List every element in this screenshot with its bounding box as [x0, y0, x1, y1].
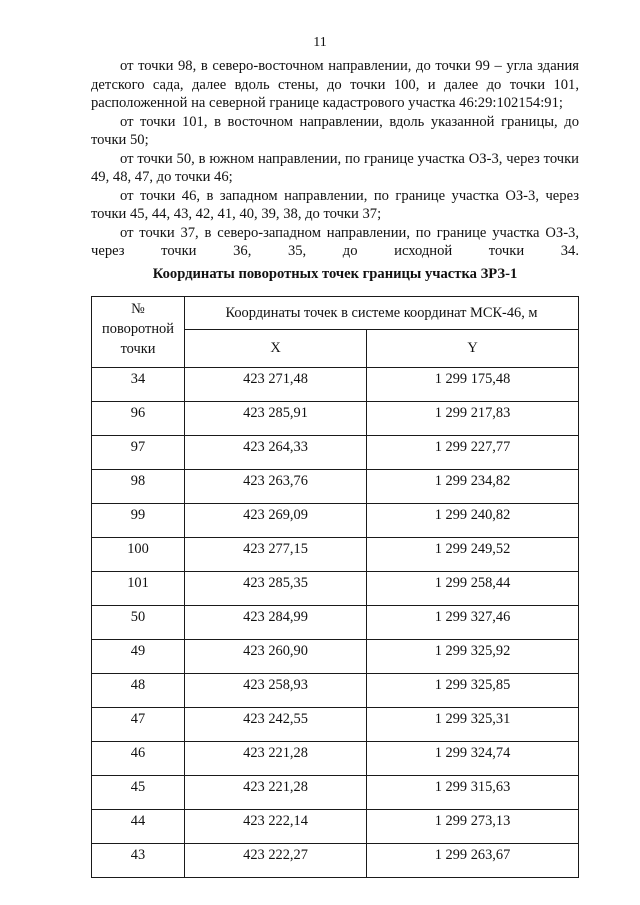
y-coordinate-cell: 1 299 327,46	[367, 606, 579, 640]
point-number-header	[92, 297, 185, 368]
point-number-cell: 45	[92, 776, 185, 810]
x-coordinate-cell: 423 264,33	[185, 436, 367, 470]
x-coordinate-cell: 423 221,28	[185, 742, 367, 776]
table-row	[92, 538, 579, 572]
x-coordinate-cell: 423 258,93	[185, 674, 367, 708]
y-coordinate-cell: 1 299 325,92	[367, 640, 579, 674]
x-coordinate-cell: 423 242,55	[185, 708, 367, 742]
y-coordinate-cell: 1 299 234,82	[367, 470, 579, 504]
y-coordinate-cell: 1 299 175,48	[367, 368, 579, 402]
header-line: поворотной	[102, 321, 174, 337]
point-number-cell: 44	[92, 810, 185, 844]
x-coordinate-cell: 423 222,14	[185, 810, 367, 844]
table-row	[92, 436, 579, 470]
x-coordinate-cell: 423 260,90	[185, 640, 367, 674]
y-coordinate-cell: 1 299 240,82	[367, 504, 579, 538]
point-number-cell: 100	[92, 538, 185, 572]
point-number-cell: 34	[92, 368, 185, 402]
y-coordinate-cell: 1 299 258,44	[367, 572, 579, 606]
point-number-cell: 50	[92, 606, 185, 640]
y-coordinate-cell: 1 299 325,85	[367, 674, 579, 708]
table-row	[92, 844, 579, 878]
y-coordinate-cell: 1 299 227,77	[367, 436, 579, 470]
y-coordinate-cell: 1 299 263,67	[367, 844, 579, 878]
table-row	[92, 742, 579, 776]
point-number-cell: 96	[92, 402, 185, 436]
table-row	[92, 368, 579, 402]
table-row	[92, 504, 579, 538]
point-number-cell: 46	[92, 742, 185, 776]
x-coordinate-cell: 423 284,99	[185, 606, 367, 640]
table-row	[92, 708, 579, 742]
y-coordinate-cell: 1 299 325,31	[367, 708, 579, 742]
point-number-cell: 99	[92, 504, 185, 538]
x-coordinate-cell: 423 222,27	[185, 844, 367, 878]
x-coordinate-cell: 423 269,09	[185, 504, 367, 538]
table-row	[92, 470, 579, 504]
header-line: точки	[120, 341, 156, 357]
paragraph: от точки 46, в западном направлении, по границе участка ОЗ-3, через точки 45, 44, 43, 42, 41, 40, 39, 38, до точки 37;	[91, 187, 579, 222]
y-coordinate-cell: 1 299 324,74	[367, 742, 579, 776]
table-row	[92, 402, 579, 436]
body-text	[91, 57, 579, 261]
x-coordinate-cell: 423 263,76	[185, 470, 367, 504]
x-coordinate-cell: 423 271,48	[185, 368, 367, 402]
paragraph: от точки 98, в северо-восточном направлении, до точки 99 – угла здания детского сада, далее вдоль стены, до точки 100, и далее до точки 101, расположенной на северной границе кадастрового участка 46:29:102154:91;	[91, 58, 579, 111]
point-number-cell: 43	[92, 844, 185, 878]
x-coordinate-cell: 423 277,15	[185, 538, 367, 572]
x-coordinate-cell: 423 285,35	[185, 572, 367, 606]
header-line: №	[131, 301, 145, 317]
x-coordinate-cell: 423 285,91	[185, 402, 367, 436]
coordinates-group-header: Координаты точек в системе координат МСК-46, м	[185, 297, 579, 330]
table-title: Координаты поворотных точек границы участка ЗРЗ-1	[152, 266, 518, 282]
table-row	[92, 674, 579, 708]
point-number-cell: 48	[92, 674, 185, 708]
y-column-header: Y	[367, 330, 579, 368]
table-row	[92, 810, 579, 844]
page-number: 11	[313, 35, 327, 50]
point-number-cell: 49	[92, 640, 185, 674]
y-coordinate-cell: 1 299 315,63	[367, 776, 579, 810]
table-row	[92, 640, 579, 674]
point-number-cell: 98	[92, 470, 185, 504]
y-coordinate-cell: 1 299 273,13	[367, 810, 579, 844]
paragraph: от точки 50, в южном направлении, по границе участка ОЗ-3, через точки 49, 48, 47, до точки 46;	[91, 150, 579, 185]
table-row	[92, 606, 579, 640]
table-body	[92, 368, 579, 878]
x-column-header: X	[185, 330, 367, 368]
y-coordinate-cell: 1 299 217,83	[367, 402, 579, 436]
point-number-cell: 97	[92, 436, 185, 470]
point-number-cell: 47	[92, 708, 185, 742]
paragraph: от точки 37, в северо-западном направлении, по границе участка ОЗ-3, через точки 36, 35, до исходной точки 34.	[91, 224, 579, 259]
x-coordinate-cell: 423 221,28	[185, 776, 367, 810]
table-row	[92, 572, 579, 606]
y-coordinate-cell: 1 299 249,52	[367, 538, 579, 572]
coordinates-table	[91, 296, 579, 878]
table-row	[92, 776, 579, 810]
paragraph: от точки 101, в восточном направлении, вдоль указанной границы, до точки 50;	[91, 113, 579, 148]
point-number-cell: 101	[92, 572, 185, 606]
